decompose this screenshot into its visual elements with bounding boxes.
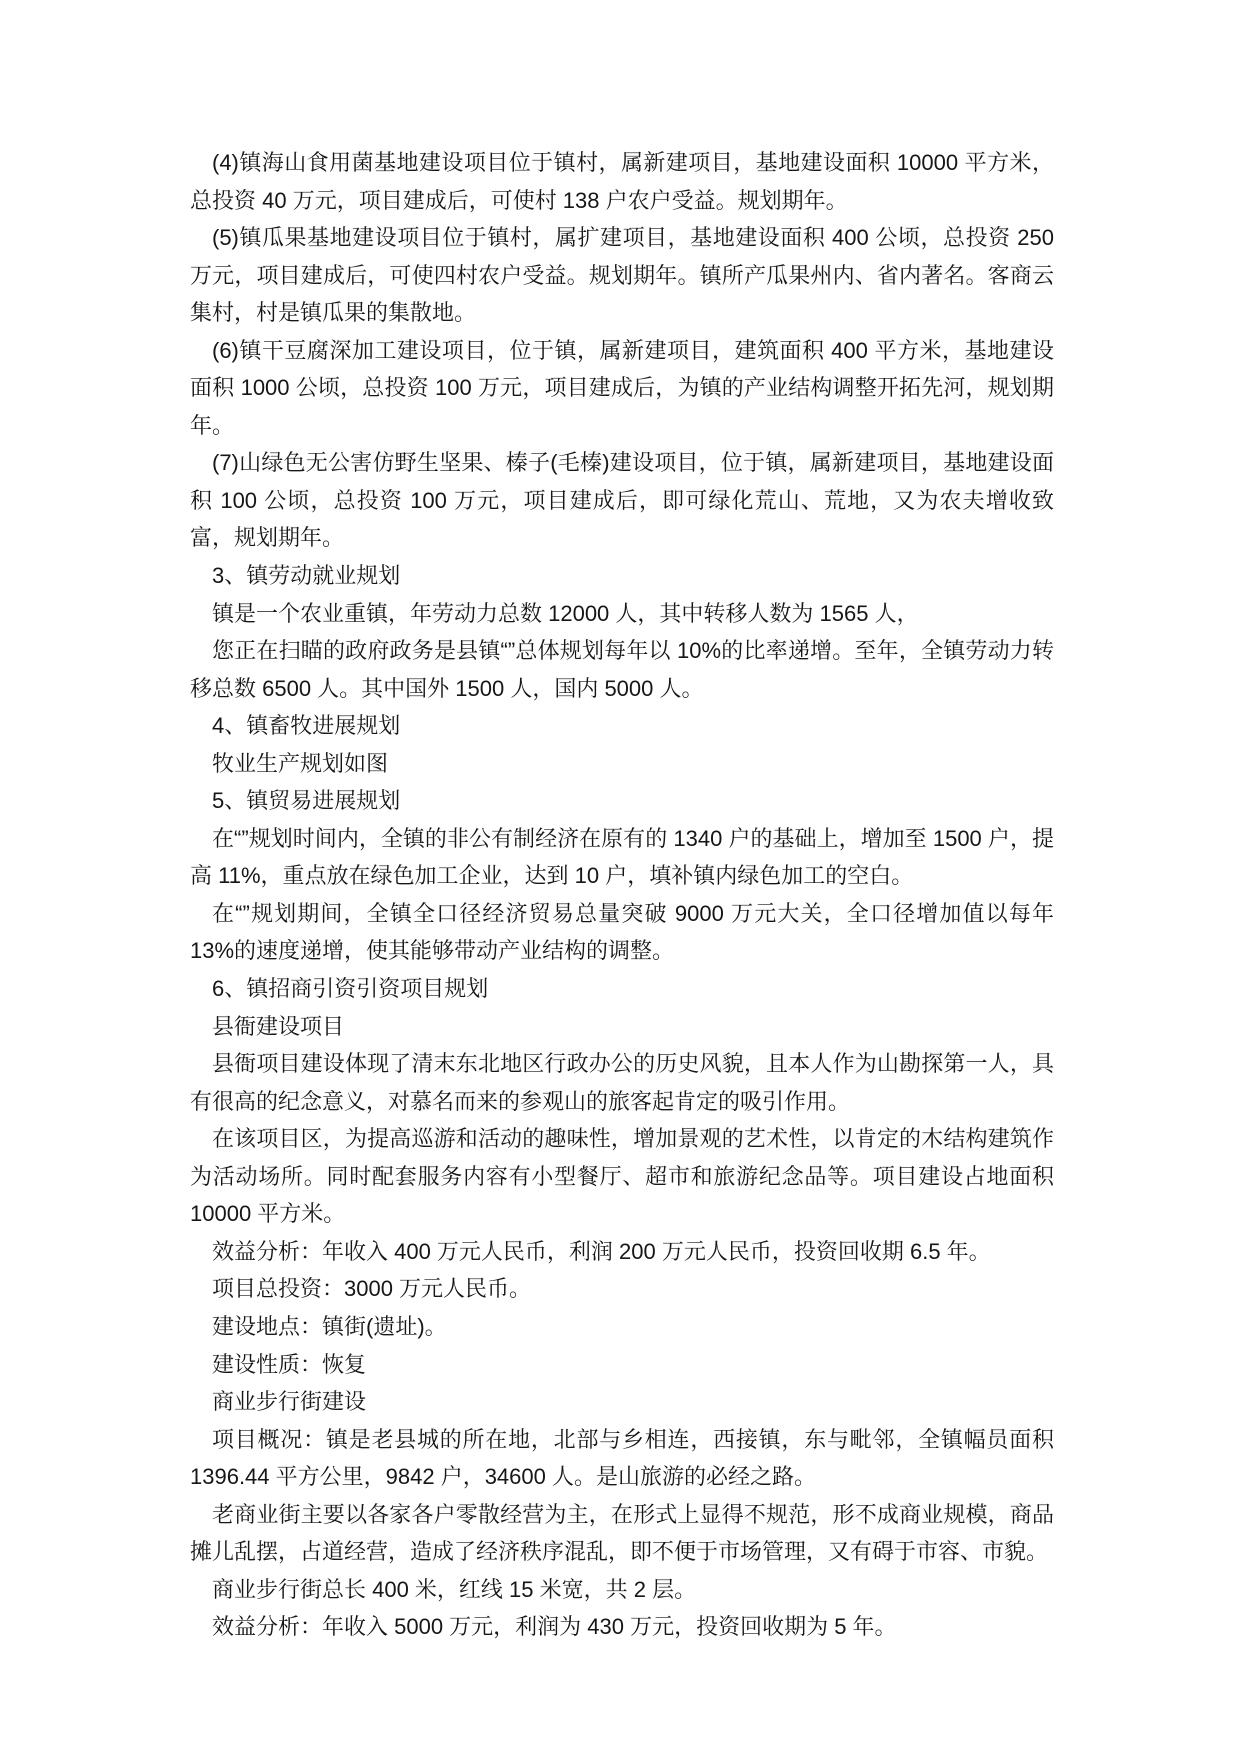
paragraph: 在“”规划时间内，全镇的非公有制经济在原有的 1340 户的基础上，增加至 1500 户，提高 11%，重点放在绿色加工企业，达到 10 户，填补镇内绿色加工的空白。 (190, 825, 1054, 889)
paragraph: 建设地点：镇街(遗址)。 (212, 1313, 447, 1339)
paragraph: 商业步行街建设 (212, 1389, 367, 1415)
paragraph: 6、镇招商引资引资项目规划 (212, 976, 489, 1002)
paragraph: 效益分析：年收入 400 万元人民币，利润 200 万元人民币，投资回收期 6.5 年。 (212, 1238, 991, 1264)
paragraph: (6)镇干豆腐深加工建设项目，位于镇，属新建项目，建筑面积 400 平方米，基地建设面积 1000 公顷，总投资 100 万元，项目建成后，为镇的产业结构调整开拓先河，规划期年。 (190, 337, 1054, 438)
paragraph: 项目概况：镇是老县城的所在地，北部与乡相连，西接镇，东与毗邻，全镇幅员面积 1396.44 平方公里，9842 户，34600 人。是山旅游的必经之路。 (190, 1426, 1054, 1490)
paragraph: 效益分析：年收入 5000 万元，利润为 430 万元，投资回收期为 5 年。 (212, 1614, 897, 1640)
paragraph: 4、镇畜牧进展规划 (212, 713, 401, 739)
paragraph: 您正在扫瞄的政府政务是县镇“”总体规划每年以 10%的比率递增。至年，全镇劳动力转移总数 6500 人。其中国外 1500 人，国内 5000 人。 (190, 638, 1054, 701)
document-text-block (190, 144, 1054, 1646)
paragraph: 老商业街主要以各家各户零散经营为主，在形式上显得不规范，形不成商业规模，商品摊儿乱摆，占道经营，造成了经济秩序混乱，即不便于市场管理，又有碍于市容、市貌。 (190, 1501, 1054, 1565)
paragraph: 建设性质：恢复 (212, 1351, 367, 1377)
paragraph: 商业步行街总长 400 米，红线 15 米宽，共 2 层。 (212, 1576, 697, 1602)
paragraph: (7)山绿色无公害仿野生坚果、榛子(毛榛)建设项目，位于镇，属新建项目，基地建设面积 100 公顷，总投资 100 万元，项目建成后，即可绿化荒山、荒地，又为农夫增收致富，规划期年。 (190, 450, 1054, 551)
paragraph: 在“”规划期间，全镇全口径经济贸易总量突破 9000 万元大关，全口径增加值以每年 13%的速度递增，使其能够带动产业结构的调整。 (190, 900, 1054, 964)
paragraph: 牧业生产规划如图 (212, 750, 389, 776)
paragraph: 3、镇劳动就业规划 (212, 563, 401, 589)
paragraph: 在该项目区，为提高巡游和活动的趣味性，增加景观的艺术性，以肯定的木结构建筑作为活动场所。同时配套服务内容有小型餐厅、超市和旅游纪念品等。项目建设占地面积 10000 平方米。 (190, 1126, 1054, 1227)
paragraph: 镇是一个农业重镇，年劳动力总数 12000 人，其中转移人数为 1565 人， (212, 600, 919, 626)
paragraph: (4)镇海山食用菌基地建设项目位于镇村，属新建项目，基地建设面积 10000 平方米，总投资 40 万元，项目建成后，可使村 138 户农户受益。规划期年。 (190, 150, 1054, 213)
paragraph: 县衙建设项目 (212, 1013, 345, 1039)
paragraph: 5、镇贸易进展规划 (212, 788, 401, 814)
paragraph: 县衙项目建设体现了清末东北地区行政办公的历史风貌，且本人作为山勘探第一人，具有很高的纪念意义，对慕名而来的参观山的旅客起肯定的吸引作用。 (190, 1051, 1054, 1114)
paragraph: 项目总投资：3000 万元人民币。 (212, 1276, 532, 1302)
paragraph: (5)镇瓜果基地建设项目位于镇村，属扩建项目，基地建设面积 400 公顷，总投资 250 万元，项目建成后，可使四村农户受益。规划期年。镇所产瓜果州内、省内著名。客商云集村，村是镇瓜果的集散地。 (190, 225, 1054, 326)
